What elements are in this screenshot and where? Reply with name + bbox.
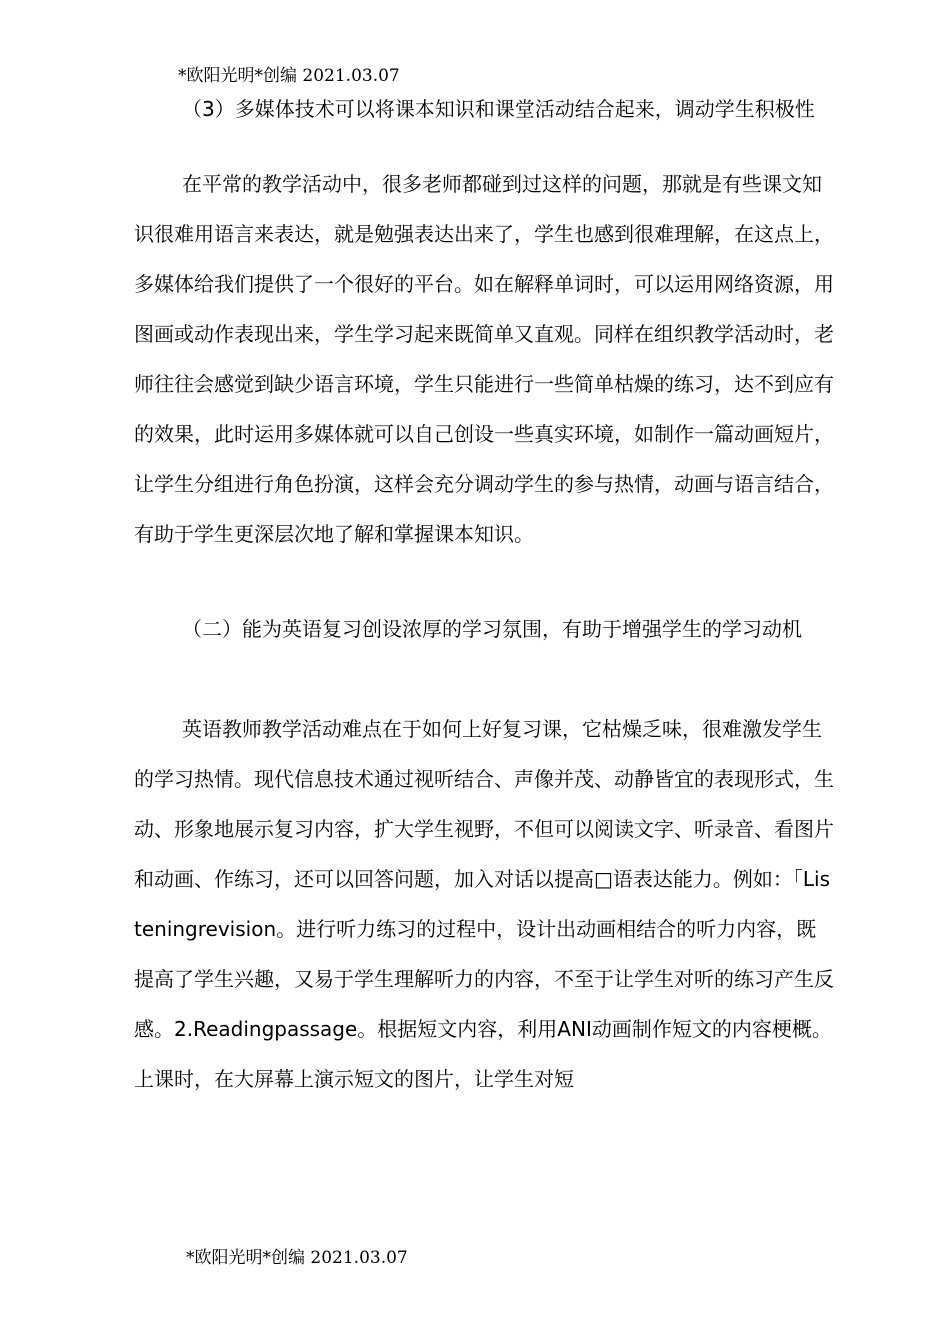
body-paragraph-1: 在平常的教学活动中，很多老师都碰到过这样的问题，那就是有些课文知识很难用语言来表达，就是勉强表达出来了，学生也感到很难理解，在这点上，多媒体给我们提供了一个很好的平台。如在解释单词时，可以运用网络资源，用图画或动作表现出来，学生学习起来既简单又直观。同样在组织教学活动时，老师往往会感觉到缺少语言环境，学生只能进行一些简单枯燥的练习，达不到应有的效果，此时运用多媒体就可以自己创设一些真实环境，如制作一篇动画短片，让学生分组进行角色扮演，这样会充分调动学生的参与热情，动画与语言结合，有助于学生更深层次地了解和掌握课本知识。	[134, 172, 834, 546]
footer-note: *欧阳光明*创编 2021.03.07	[186, 1248, 408, 1268]
section-heading-2: （二）能为英语复习创设浓厚的学习氛围，有助于增强学生的学习动机	[182, 617, 802, 641]
subsection-heading: （3）多媒体技术可以将课本知识和课堂活动结合起来，调动学生积极性	[182, 97, 815, 121]
body-paragraph-2: 英语教师教学活动难点在于如何上好复习课，它枯燥乏味，很难激发学生的学习热情。现代信息技术通过视听结合、声像并茂、动静皆宜的表现形式，生动、形象地展示复习内容，扩大学生视野，不但可以阅读文字、听录音、看图片和动画、作练习，还可以回答问题，加入对话以提高□语表达能力。例如：「Listeningrevision。进行听力练习的过程中，设计出动画相结合的听力内容，既提高了学生兴趣，又易于学生理解听力的内容，不至于让学生对听的练习产生反感。2.Readingpassage。根据短文内容，利用ANI动画制作短文的内容梗概。上课时，在大屏幕上演示短文的图片，让学生对短	[134, 717, 834, 1091]
header-note: *欧阳光明*创编 2021.03.07	[178, 66, 400, 86]
